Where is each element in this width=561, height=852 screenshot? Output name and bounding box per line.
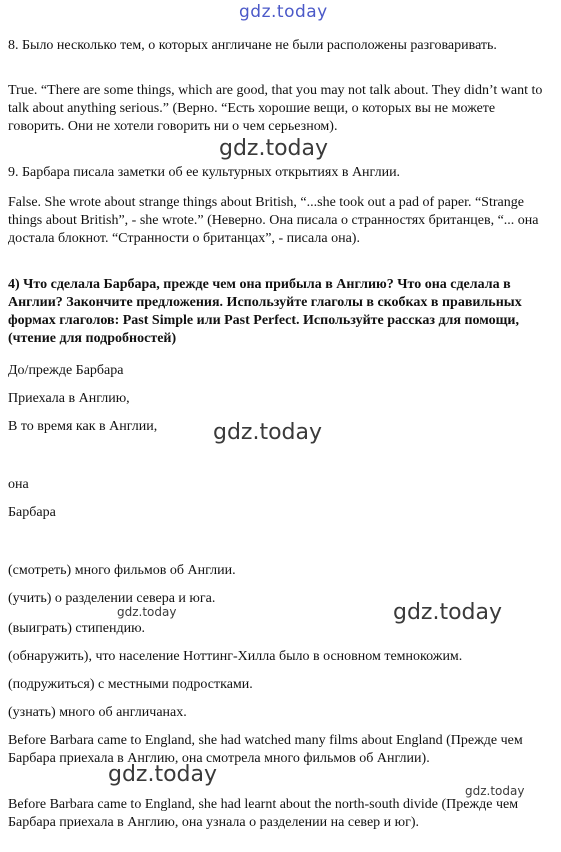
watermark-top: gdz.today (239, 2, 328, 22)
statement-8: 8. Было несколько тем, о которых англичане не были расположены разговаривать. (8, 38, 497, 53)
watermark-2: gdz.today (213, 420, 323, 445)
answer-sentence-1: Before Barbara came to England, she had watched many films about England (Прежде чем Барбара приехала в Англию, она смотрела много фильмов об Англии). (8, 733, 523, 766)
watermark-5: gdz.today (108, 762, 218, 787)
watermark-1: gdz.today (219, 136, 329, 161)
verb-phrase-2: (учить) о разделении севера и юга. (8, 591, 216, 606)
sentence-start-4: она (8, 477, 29, 492)
watermark-6: gdz.today (465, 784, 525, 798)
answer-9: False. She wrote about strange things about British, “...she took out a pad of paper. “Strange things about British”, - she wrote.” (Неверно. Она писала о странностях британцев, “... она достала блокнот. “Странности о британцах”, - писала она). (8, 195, 539, 246)
verb-phrase-4: (обнаружить), что население Ноттинг-Хилла было в основном темнокожим. (8, 649, 463, 664)
verb-phrase-5: (подружиться) с местными подростками. (8, 677, 253, 692)
sentence-start-2: Приехала в Англию, (8, 391, 130, 406)
verb-phrase-3: (выиграть) стипендию. (8, 621, 146, 636)
watermark-4: gdz.today (117, 605, 177, 619)
watermark-3: gdz.today (393, 600, 503, 625)
verb-phrase-6: (узнать) много об англичанах. (8, 705, 187, 720)
sentence-start-5: Барбара (8, 505, 56, 520)
statement-9: 9. Барбара писала заметки об ее культурных открытиях в Англии. (8, 165, 401, 180)
answer-sentence-2: Before Barbara came to England, she had learnt about the north-south divide (Прежде чем Барбара приехала в Англию, она узнала о разделении на север и юг). (8, 797, 519, 830)
answer-8: True. “There are some things, which are good, that you may not talk about. They didn’t want to talk about anything serious.” (Верно. “Есть хорошие вещи, о которых вы не можете говорить. Они не хотели говорить ни о чем серьезном). (8, 83, 543, 134)
verb-phrase-1: (смотреть) много фильмов об Англии. (8, 563, 236, 578)
task-4-heading: 4) Что сделала Барбара, прежде чем она прибыла в Англию? Что она сделала в Англии? Закончите предложения. Используйте глаголы в скобках в правильных формах глаголов: Past Simple или Past Perfect. Используйте рассказ для помощи, (чтение для подробностей) (8, 277, 522, 346)
sentence-start-1: До/прежде Барбара (8, 363, 124, 378)
sentence-start-3: В то время как в Англии, (8, 419, 158, 434)
